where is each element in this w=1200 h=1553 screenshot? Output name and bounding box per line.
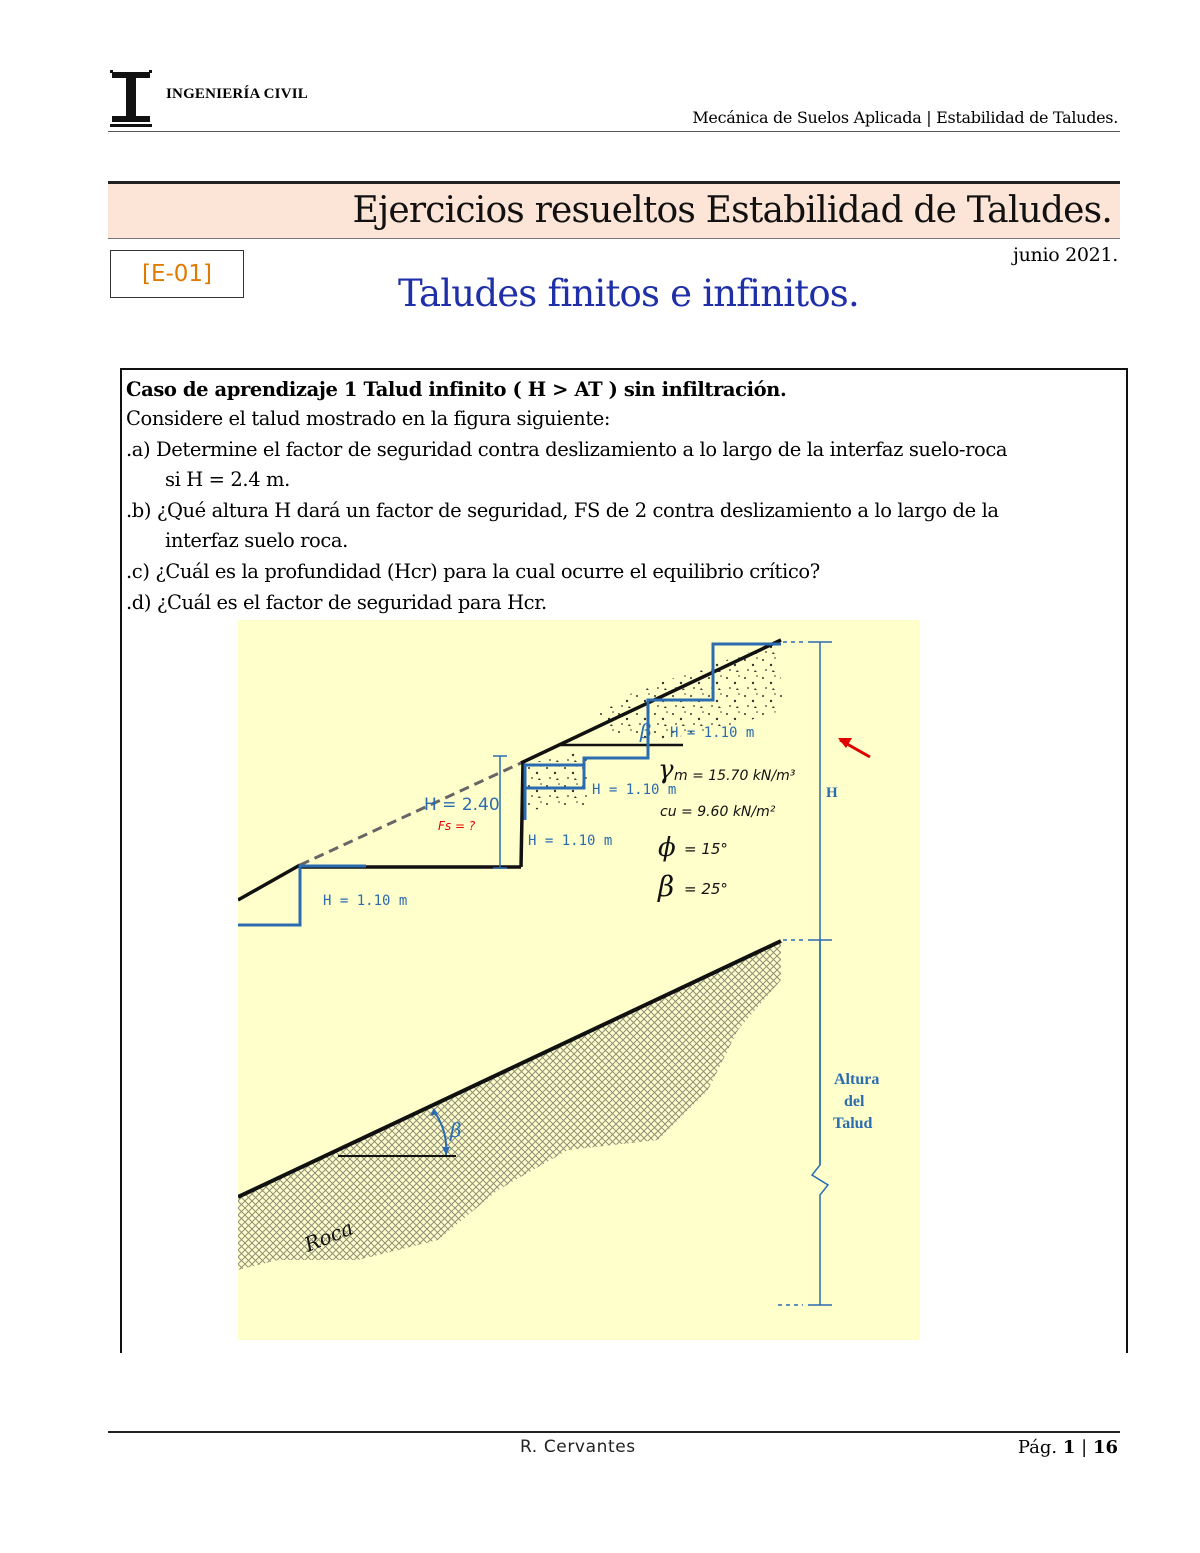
beta-symbol: β: [640, 719, 652, 743]
gamma-symbol: γ: [658, 755, 674, 785]
problem-line: .d) ¿Cuál es el factor de seguridad para Hcr.: [126, 591, 547, 614]
H-label: H: [826, 785, 838, 801]
problem-line: .c) ¿Cuál es la profundidad (Hcr) para la cual ocurre el equilibrio crítico?: [126, 560, 820, 583]
altura-label: Altura: [834, 1071, 880, 1088]
excavation-wall: [521, 763, 523, 867]
author: R. Cervantes: [520, 1437, 636, 1457]
phi-value: = 15°: [684, 840, 728, 858]
problem-heading: Caso de aprendizaje 1 Talud infinito ( H > AT ) sin infiltración.: [126, 378, 787, 401]
footer-divider: [108, 1431, 1120, 1433]
h-label: H = 1.10 m: [323, 893, 408, 909]
logo-icon: [110, 70, 152, 128]
h240-label: H = 2.40: [424, 795, 500, 815]
problem-line: Considere el talud mostrado en la figura siguiente:: [126, 407, 611, 430]
problem-line: si H = 2.4 m.: [165, 468, 290, 491]
h-label: H = 1.10 m: [670, 725, 755, 741]
phi-symbol: ϕ: [658, 833, 676, 863]
page-total: 16: [1092, 1437, 1118, 1458]
beta-symbol-lower: β: [450, 1118, 462, 1142]
title-band: [108, 181, 1120, 239]
problem-line: .a) Determine el factor de seguridad contra deslizamiento a lo largo de la interfaz suelo-roca: [126, 438, 1008, 461]
section-subtitle: Taludes finitos e infinitos.: [398, 272, 859, 315]
h-label: H = 1.10 m: [592, 782, 677, 798]
altura-label: Talud: [833, 1115, 873, 1132]
fs-label: Fs = ?: [438, 819, 476, 833]
page-title: Ejercicios resueltos Estabilidad de Taludes.: [352, 190, 1112, 231]
document-date: junio 2021.: [1012, 244, 1118, 266]
cu-value: cu = 9.60 kN/m²: [660, 804, 776, 820]
header-subject: Mecánica de Suelos Aplicada | Estabilidad de Taludes.: [692, 108, 1118, 127]
beta-value: = 25°: [684, 880, 728, 898]
header-divider: [108, 131, 1120, 132]
altura-label: del: [844, 1093, 865, 1110]
h-label: H = 1.10 m: [528, 833, 613, 849]
beta-symbol-large: β: [658, 870, 675, 903]
gamma-value: m = 15.70 kN/m³: [674, 768, 796, 784]
rock-label: Roca: [300, 1215, 357, 1257]
page-current: 1: [1062, 1437, 1076, 1458]
slope-figure: [238, 620, 920, 1340]
org-name: INGENIERÍA CIVIL: [166, 86, 308, 102]
problem-line: interfaz suelo roca.: [165, 529, 348, 552]
problem-line: .b) ¿Qué altura H dará un factor de seguridad, FS de 2 contra deslizamiento a lo largo de la: [126, 499, 999, 522]
exercise-code: [E-01]: [110, 250, 244, 298]
page-number: Pág. 1 | 16: [1017, 1437, 1118, 1458]
page-label: Pág.: [1017, 1437, 1058, 1458]
